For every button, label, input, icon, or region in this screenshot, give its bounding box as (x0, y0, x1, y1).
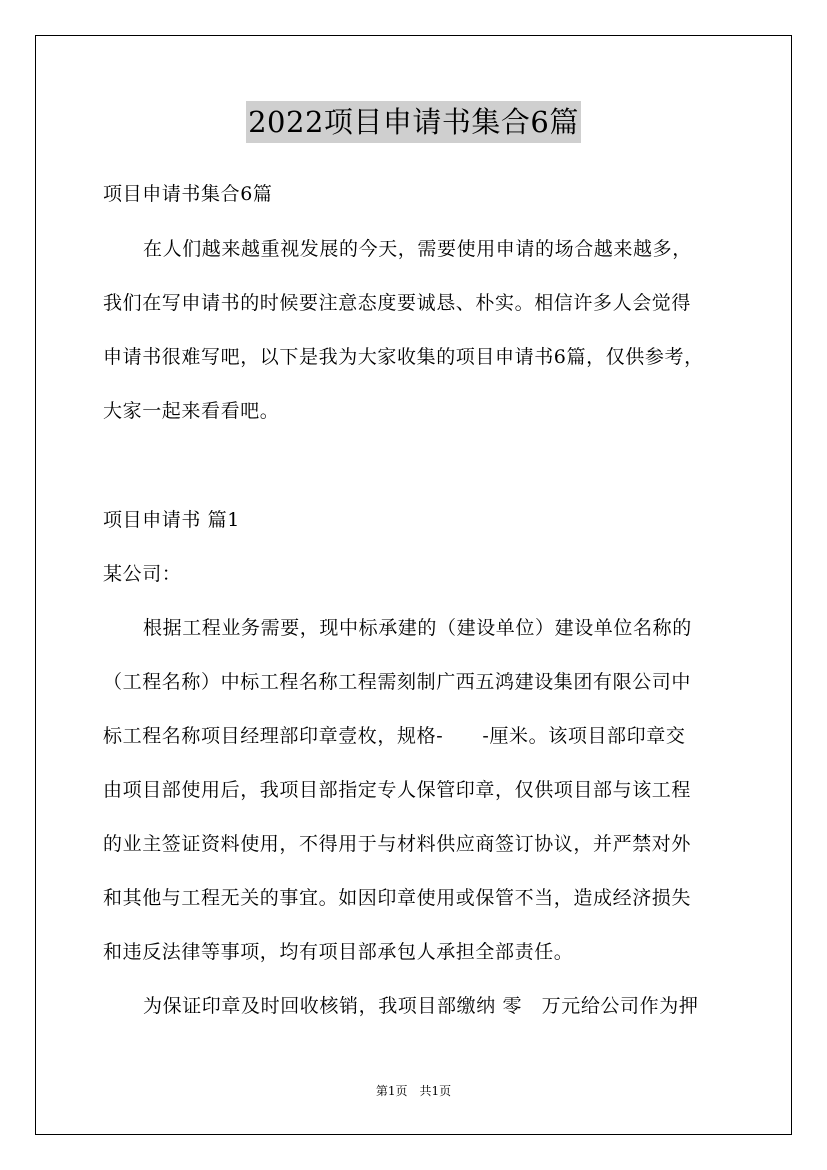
document-title: 2022项目申请书集合6篇 (246, 101, 581, 143)
body-line-2: （工程名称）中标工程名称工程需刻制广西五鸿建设集团有限公司中 (103, 671, 692, 693)
intro-line-3: 申请书很难写吧，以下是我为大家收集的项目申请书6篇，仅供参考， (103, 346, 704, 368)
title-container (0, 101, 827, 143)
body-line-3: 标工程名称项目经理部印章壹枚，规格- -厘米。该项目部印章交 (103, 725, 686, 747)
body-line-4: 由项目部使用后，我项目部指定专人保管印章，仅供项目部与该工程 (103, 779, 692, 801)
page-footer: 第1页 共1页 (375, 1084, 452, 1098)
body-line-7: 和违反法律等事项，均有项目部承包人承担全部责任。 (103, 941, 574, 963)
salutation: 某公司： (103, 563, 182, 585)
body-line-8: 为保证印章及时回收核销，我项目部缴纳 零 万元给公司作为押 (143, 995, 699, 1017)
section-heading: 项目申请书 篇1 (103, 509, 240, 531)
body-line-1: 根据工程业务需要，现中标承建的（建设单位）建设单位名称的 (143, 617, 692, 639)
intro-line-1: 在人们越来越重视发展的今天，需要使用申请的场合越来越多， (143, 238, 692, 260)
body-line-6: 和其他与工程无关的事宜。如因印章使用或保管不当，造成经济损失 (103, 887, 692, 909)
intro-line-4: 大家一起来看看吧。 (103, 400, 280, 422)
body-line-5: 的业主签证资料使用，不得用于与材料供应商签订协议，并严禁对外 (103, 833, 692, 855)
intro-line-2: 我们在写申请书的时候要注意态度要诚恳、朴实。相信许多人会觉得 (103, 292, 692, 314)
document-subtitle: 项目申请书集合6篇 (103, 183, 273, 205)
